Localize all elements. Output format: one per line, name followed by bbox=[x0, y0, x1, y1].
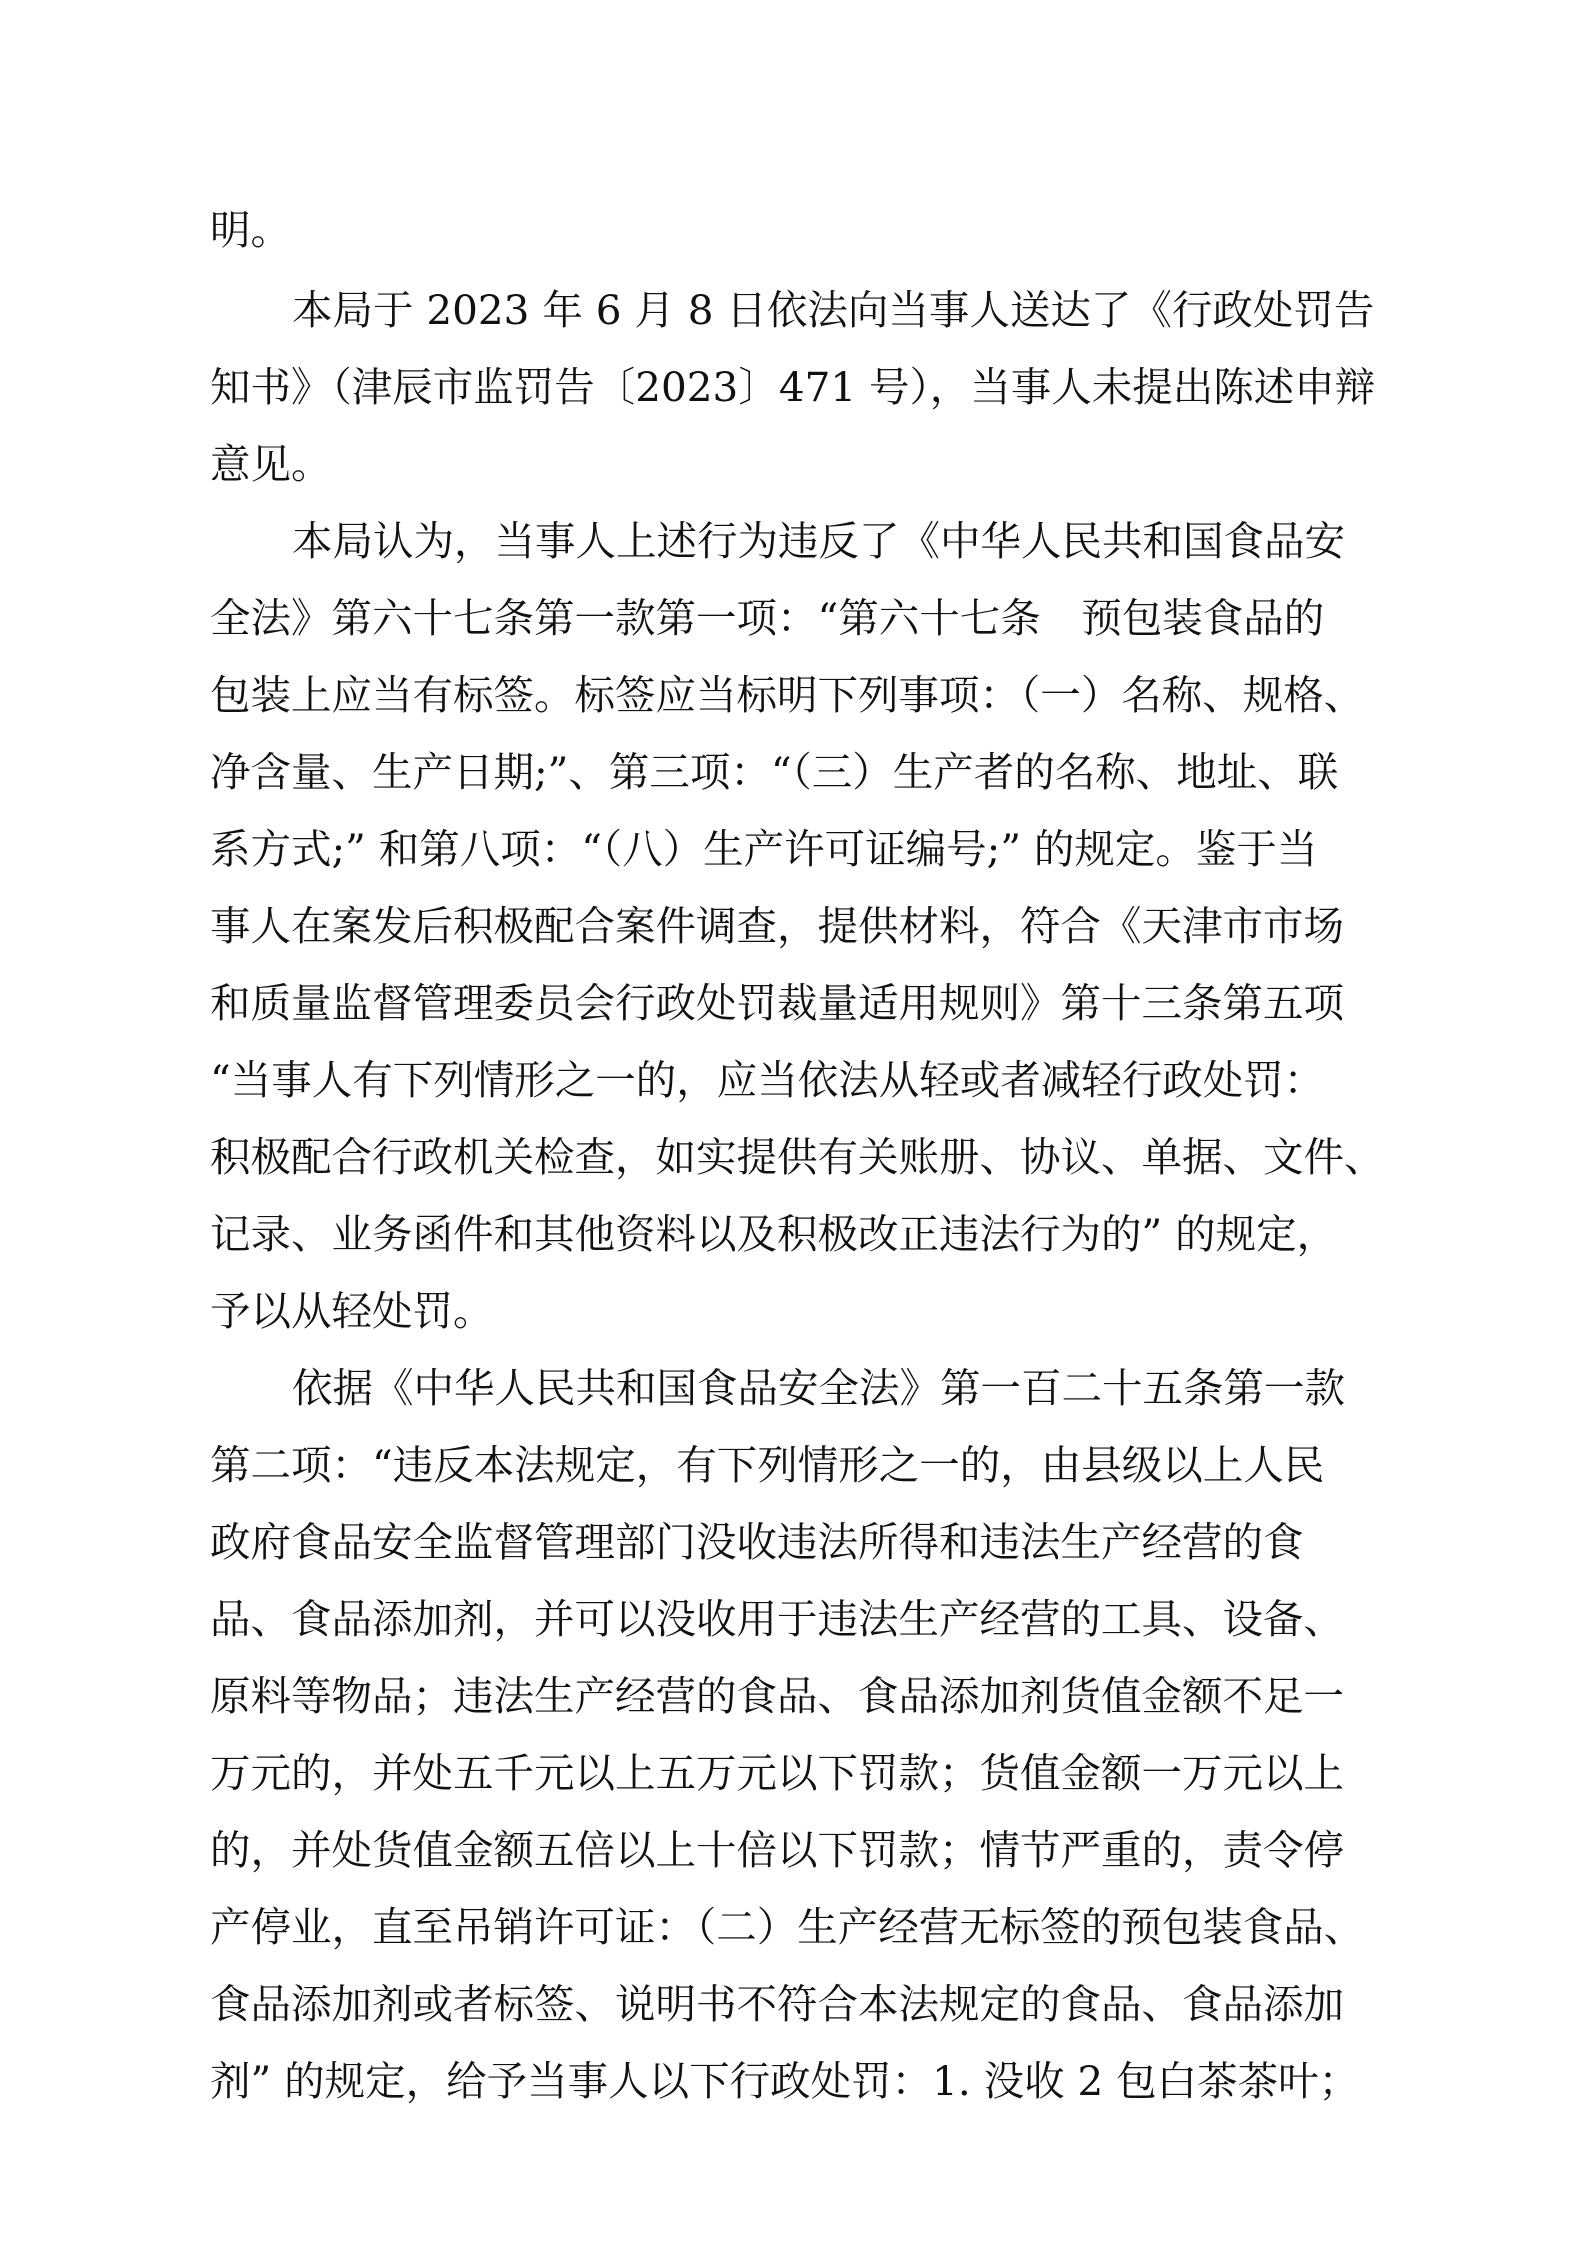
text-line: 事人在案发后积极配合案件调查，提供材料，符合《天津市市场 bbox=[210, 902, 1344, 950]
text-line: 产停业，直至吊销许可证：（二）生产经营无标签的预包装食品、 bbox=[210, 1903, 1365, 1951]
text-line: 记录、业务函件和其他资料以及积极改正违法行为的” 的规定， bbox=[210, 1210, 1338, 1258]
text-line: 包装上应当有标签。标签应当标明下列事项：（一）名称、规格、 bbox=[210, 671, 1365, 719]
text-line: 依据《中华人民共和国食品安全法》第一百二十五条第一款 bbox=[292, 1364, 1345, 1412]
text-line: 万元的，并处五千元以上五万元以下罚款；货值金额一万元以上 bbox=[210, 1749, 1344, 1797]
text-line: 积极配合行政机关检查，如实提供有关账册、协议、单据、文件、 bbox=[210, 1133, 1385, 1181]
text-line: “当事人有下列情形之一的，应当依法从轻或者减轻行政处罚： bbox=[210, 1056, 1325, 1104]
text-line: 的，并处货值金额五倍以上十倍以下罚款；情节严重的，责令停 bbox=[210, 1826, 1344, 1874]
text-line: 知书》（津辰市监罚告〔2023〕471 号），当事人未提出陈述申辩 bbox=[210, 363, 1376, 411]
text-line: 品、食品添加剂，并可以没收用于违法生产经营的工具、设备、 bbox=[210, 1595, 1344, 1643]
text-line: 本局于 2023 年 6 月 8 日依法向当事人送达了《行政处罚告 bbox=[292, 286, 1375, 334]
text-line: 全法》第六十七条第一款第一项：“第六十七条 预包装食品的 bbox=[210, 594, 1325, 642]
text-line: 剂” 的规定，给予当事人以下行政处罚：1. 没收 2 包白茶茶叶； bbox=[210, 2057, 1360, 2105]
text-line: 系方式;” 和第八项：“（八）生产许可证编号;” 的规定。鉴于当 bbox=[210, 825, 1318, 873]
text-line: 政府食品安全监督管理部门没收违法所得和违法生产经营的食 bbox=[210, 1518, 1304, 1566]
text-line: 第二项：“违反本法规定，有下列情形之一的，由县级以上人民 bbox=[210, 1441, 1325, 1489]
text-line: 原料等物品；违法生产经营的食品、食品添加剂货值金额不足一 bbox=[210, 1672, 1344, 1720]
text-line: 予以从轻处罚。 bbox=[210, 1287, 494, 1335]
text-line: 和质量监督管理委员会行政处罚裁量适用规则》第十三条第五项 bbox=[210, 979, 1344, 1027]
text-line: 意见。 bbox=[210, 440, 332, 488]
text-line: 食品添加剂或者标签、说明书不符合本法规定的食品、食品添加 bbox=[210, 1980, 1344, 2028]
text-line: 本局认为，当事人上述行为违反了《中华人民共和国食品安 bbox=[292, 517, 1345, 565]
text-line: 明。 bbox=[210, 206, 291, 254]
text-line: 净含量、生产日期;”、第三项：“（三）生产者的名称、地址、联 bbox=[210, 748, 1339, 796]
